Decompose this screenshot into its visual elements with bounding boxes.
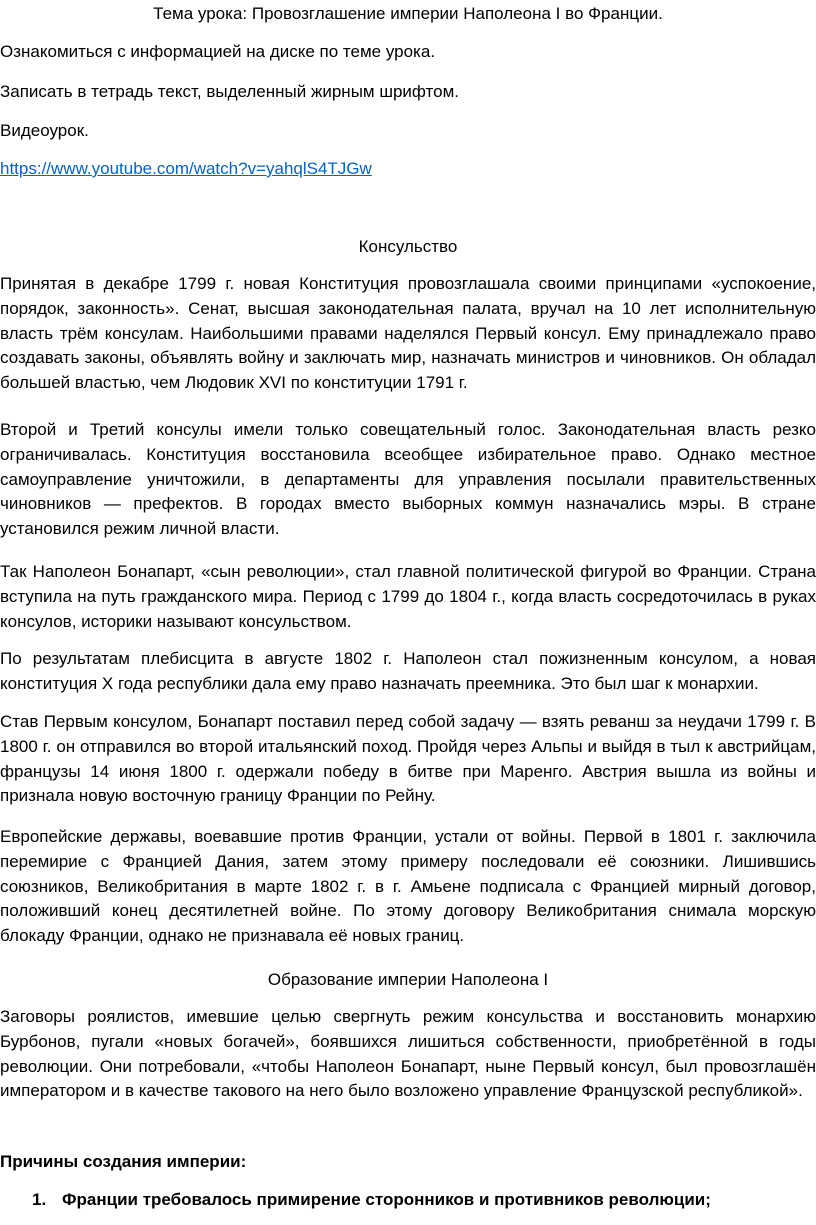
section-heading-empire: Образование империи Наполеона I <box>267 970 549 989</box>
video-label: Видеоурок. <box>0 121 89 140</box>
paragraph: Принятая в декабре 1799 г. новая Конституция провозглашала своими принципами «успокоение, порядок, законность». Сенат, высшая законодательная палата, вручал на 10 лет исполнительную власть трём консулам. Наибольшими правами наделялся Первый консул. Ему принадлежало право создавать законы, объявлять войну и заключать мир, назначать министров и чиновников. Он обладал большей властью, чем Людовик XVI по конституции 1791 г. <box>0 274 816 393</box>
instruction-1: Ознакомиться с информацией на диске по теме урока. <box>0 42 436 61</box>
list-item <box>32 1188 711 1212</box>
video-link[interactable]: https://www.youtube.com/watch?v=yahqlS4TJGw <box>0 159 372 178</box>
paragraph: Так Наполеон Бонапарт, «сын революции», стал главной политической фигурой во Франции. Страна вступила на путь гражданского мира. Период с 1799 до 1804 г., когда власть сосредоточилась в руках консулов, историки называют консульством. <box>0 562 816 631</box>
section-heading-consulate: Консульство <box>358 237 458 256</box>
paragraph: Заговоры роялистов, имевшие целью свергнуть режим консульства и восстановить монархию Бурбонов, пугали «новых богачей», боявшихся лишиться собственности, приобретённой в годы революции. Они потребовали, «чтобы Наполеон Бонапарт, ныне Первый консул, был провозглашён императором и в качестве такового на него было возложено управление Французской республикой». <box>0 1007 816 1101</box>
paragraph: Став Первым консулом, Бонапарт поставил перед собой задачу — взять реванш за неудачи 1799 г. В 1800 г. он отправился во второй итальянский поход. Пройдя через Альпы и выйдя в тыл к австрийцам, французы 14 июня 1800 г. одержали победу в битве при Маренго. Австрия вышла из войны и признала новую восточную границу Франции по Рейну. <box>0 712 816 806</box>
lesson-title: Тема урока: Провозглашение империи Наполеона I во Франции. <box>153 4 663 23</box>
paragraph: Второй и Третий консулы имели только совещательный голос. Законодательная власть резко ограничивалась. Конституция восстановила всеобщее избирательное право. Однако местное самоуправление уничтожили, в департаменты для управления посылали правительственных чиновников — префектов. В городах вместо выборных коммун назначались мэры. В стране установился режим личной власти. <box>0 420 816 539</box>
paragraph: Европейские державы, воевавшие против Франции, устали от войны. Первой в 1801 г. заключила перемирие с Францией Дания, затем этому примеру последовали её союзники. Лишившись союзников, Великобритания в марте 1802 г. в г. Амьене подписала с Францией мирный договор, положивший конец десятилетней войне. По этому договору Великобритания снимала морскую блокаду Франции, однако не признавала её новых границ. <box>0 827 816 946</box>
reasons-heading: Причины создания империи: <box>0 1152 247 1171</box>
instruction-2: Записать в тетрадь текст, выделенный жирным шрифтом. <box>0 82 459 101</box>
list-item-text: Франции требовалось примирение сторонников и противников революции; <box>62 1190 711 1209</box>
paragraph: По результатам плебисцита в августе 1802 г. Наполеон стал пожизненным консулом, а новая конституция X года республики дала ему право назначать преемника. Это был шаг к монархии. <box>0 649 816 693</box>
list-item-number: 1. <box>32 1190 47 1209</box>
